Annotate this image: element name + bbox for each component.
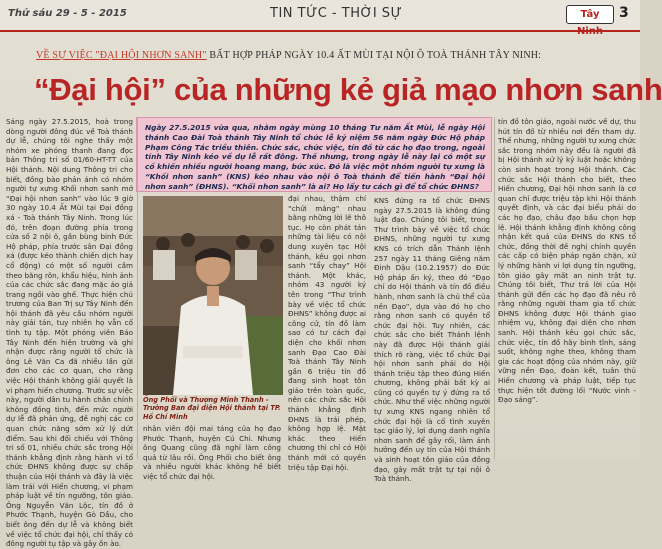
article-headline: “Đại hội” của những kẻ giả mạo nhơn sanh [34,72,662,107]
page-header [0,0,640,37]
text-column-3: đại nhau, thậm chí “chửi mắng” nhau bằng những lời lẽ thô tục. Họ còn phát tán những tài liệu có nội dung xuyên tạc Hội thánh, kêu gọi nhơn sanh “tẩy chay” Hội thánh. Một khác, nhóm 43 người ký tên trong “Thư trình bày về việc tổ chức ĐHNS” không được ai công cử, tín đồ làm sao có tư cách đại diện cho khối nhơn sanh Đạo Cao Đài Toà thánh Tây Ninh gần 6 triệu tín đồ đang sinh hoạt tôn giáo trên toàn quốc, nên các chức sắc Hội thánh khẳng định ĐHNS là trái phép, không hợp lệ. Mặt khác theo Hiến chương thì chỉ có Hội thánh mới có quyền triệu tập Đại hội. [288,194,366,472]
text-column-5: tín đồ tôn giáo, ngoài nước về dự, thu hút tín đồ từ nhiều nơi đến tham dự. Thế nhưng, những người tự xưng chức sắc trong nhóm này đều là người đã bị Hội thánh xử lý kỷ luật hoặc không còn sinh hoạt trong Hội thánh. Các chức sắc Hội thánh cho biết, theo Hiến chương, Đại hội nhơn sanh là cơ quan chỉ được triệu tập khi Hội thánh quyết định, và các đại biểu phải do các họ đạo, châu đạo bầu chọn hợp lệ. Hội thánh khẳng định không công nhận kết quả của ĐHNS do KNS tổ chức, đồng thời đề nghị chính quyền các cấp có biện pháp ngăn chặn, xử lý những hành vi lợi dụng tín ngưỡng, tôn giáo gây mất an ninh trật tự. Chúng tôi biết, Thư trả lời của Hội thánh gửi đến các họ đạo đã nêu rõ rằng những người tham gia tổ chức ĐHNS không được Hội thánh giao nhiệm vụ, không đại diện cho nhơn sanh. Hội thánh kêu gọi chức sắc, chức việc, tín đồ hãy bình tĩnh, sáng suốt, không nghe theo, không tham gia các hoạt động của nhóm này, giữ vững nền Đạo, đoàn kết, tuân thủ Hiến chương và pháp luật, tiếp tục thực hiện tốt đường lối “Nước vinh - Đạo sáng”. [498,117,636,405]
kicker-rest: BẤT HỢP PHÁP NGÀY 10.4 ẤT MÙI TẠI NỘI Ô TOÀ THÁNH TÂY NINH: [206,50,542,61]
column-divider [137,117,138,459]
kicker-lead: VỀ SỰ VIỆC "ĐẠI HỘI NHƠN SANH" [36,50,207,61]
text-column-4: KNS đứng ra tổ chức ĐHNS ngày 27.5.2015 là không đúng luật đạo. Chúng tôi biết, trong Thư trình bày về việc tổ chức ĐHNS, những người tự xưng KNS có trích dẫn Thánh lệnh 257 ngày 11 tháng Giêng năm Đinh Dậu (10.2.1957) do Đức Hộ pháp ấn ký, theo đó “Đạo chỉ do Hội thánh và tín đồ điều hành, nhơn sanh là chủ thể của nền Đạo”, dựa vào đó họ cho rằng nhơn sanh có quyền tổ chức đại hội. Tuy nhiên, các chức sắc cho biết Thánh lệnh này đã được Hội thánh giải thích rõ ràng, việc tổ chức Đại hội nhơn sanh phải do Hội thánh triệu tập theo đúng Hiến chương, không phải bất kỳ ai cũng có quyền tự ý đứng ra tổ chức. Như thế việc những người tự xưng KNS ngang nhiên tổ chức đại hội là cố tình xuyên tạc giáo lý, lợi dụng danh nghĩa nhơn sanh để gây rối, làm ảnh hưởng đến uy tín của Hội thánh và sinh hoạt tôn giáo của đồng đạo, gây mất trật tự tại nội ô Toà thánh. [374,196,490,484]
section-title: TIN TỨC - THỜI SỰ [270,6,403,21]
issue-date: Thứ sáu 29 - 5 - 2015 [8,8,127,19]
text-column-2-bottom: nhân viên đội mai táng của họ đạo Phước Thạnh, huyện Củ Chi. Nhưng ông Quang cũng đã nghỉ làm công quả từ lâu rồi. Ông Phối cho biết ông và nhiều người khác không hề biết việc tổ chức đại hội. [143,424,281,481]
newspaper-logo: Tây Ninh [566,5,614,24]
text-column-1: Sáng ngày 27.5.2015, hoà trong dòng người đông đúc về Toà thánh dự lễ, chúng tôi nghe thấy một nhóm xe phóng thanh đang đọc bản Thông tri số 01/60-HT-TT của Hội thánh. Nội dung Thông tri cho biết, đồng bào phản ánh có nhóm người tự xưng Khối nhơn sanh mở “Đại hội nhơn sanh” vào lúc 9 giờ 30 ngày 10.4 Ất Mùi tại Đại đồng xá - Toà thánh Tây Ninh. Trong lúc đó, trên đoạn đường phía trong cửa số 2 nội ô, gần bùng binh Đức Hộ pháp, phía trước sân Đại đồng xá (được kéo thành chiến dịch hay cổ động) có một số người cầm theo băng rôn, khẩu hiệu, hình ảnh của các chức sắc đang mặc áo giả trang ngồi vào ghế. Thực hiện chủ trương của Ban Trị sự Tây Ninh đến hội thánh đã yêu cầu nhóm người này giải tán, tuy nhiên họ vẫn cố tình tụ tập. Một phóng viên Báo Tây Ninh đến hiện trường và ghi nhận được rằng người tổ chức là ông Lê Văn Ca đã nhiều lần gửi đơn cho các cơ quan, cho rằng việc Hội thánh không giải quyết là vi phạm hiến chương. Trước sự việc này, người dân tu hành chân chính không đồng tình, đến mức người dự lễ đã phản ứng, đề nghị các cơ quan chức năng sớm xử lý dứt điểm. Sau khi đối chiếu với Thông tri số 01, nhiều chức sắc trong Hội thánh khẳng định rằng hành vi tổ chức ĐHNS không được sự chấp thuận của Hội thánh và đây là việc làm trái với Hiến chương, vi phạm pháp luật về tín ngưỡng, tôn giáo. Ông Nguyễn Văn Lộc, tín đồ ở Phước Thạnh, huyện Gò Dầu, cho biết ông đến dự lễ và không biết về việc tổ chức đại hội, chỉ thấy có đông người tụ tập và gây ồn ào. [6,117,133,549]
lead-paragraph: Ngày 27.5.2015 vừa qua, nhằm ngày mùng 10 tháng Tư năm Ất Mùi, lễ ngày Hội thánh Cao Đài Toà thánh Tây Ninh tổ chức lễ kỷ niệm 56 năm ngày Đức Hộ pháp Phạm Công Tắc triều thiên. Chức sắc, chức việc, tín đồ từ các họ đạo trong, ngoài tỉnh Tây Ninh kéo về dự lễ rất đông. Thế nhưng, trong ngày lễ này lại có một sự cố khiến nhiều người hoang mang, bức xúc. Đó là việc một nhóm người tự xưng là “Khối nhơn sanh” (KNS) kéo nhau vào nội ô Toà thánh để tiến hành “Đại hội nhơn sanh” (ĐHNS). “Khối nhơn sanh” là ai? Họ lấy tư cách gì để tổ chức ĐHNS? [136,117,492,192]
article-photo [143,196,283,395]
article-kicker [36,50,541,61]
photo-caption: Ông Phối và Thượng Minh Thanh - Trưởng Ban đại diện Hội thánh tại TP. Hồ Chí Minh [143,396,281,421]
page-number: 3 [619,5,629,21]
photo-illustration [143,196,283,395]
column-divider [494,117,495,459]
